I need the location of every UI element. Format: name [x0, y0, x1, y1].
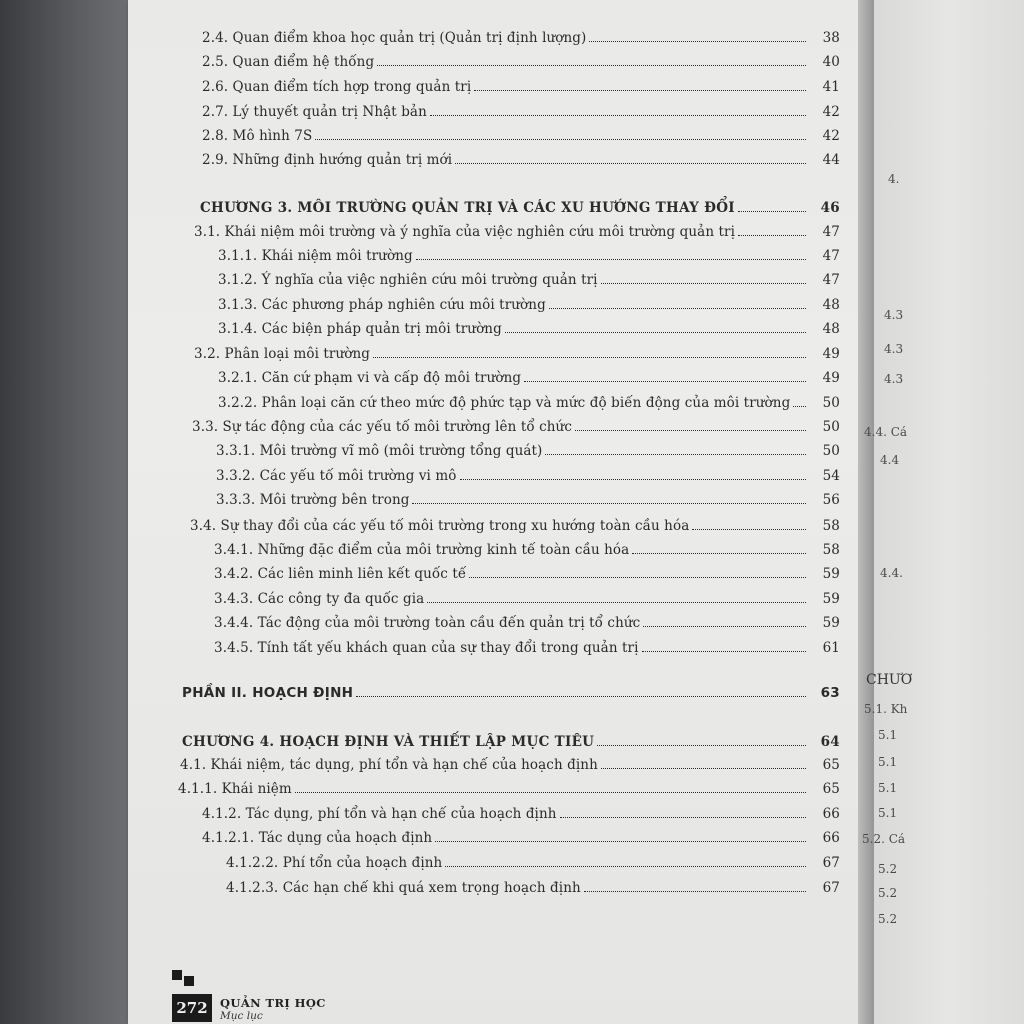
toc-dot-leader [692, 529, 806, 530]
toc-entry-title: PHẦN II. HOẠCH ĐỊNH [182, 685, 354, 701]
toc-entry [178, 781, 840, 797]
toc-entry [214, 640, 840, 656]
toc-dot-leader [575, 430, 806, 431]
toc-dot-leader [505, 332, 806, 333]
footer-block-square [184, 976, 194, 986]
toc-entry [218, 248, 840, 264]
book-page [128, 0, 866, 1024]
toc-chapter-entry [200, 200, 840, 216]
toc-entry [202, 830, 840, 846]
toc-entry-title: 4.1.2. Tác dụng, phí tổn và hạn chế của hoạch định [202, 806, 557, 822]
toc-entry-title: 2.5. Quan điểm hệ thống [202, 54, 375, 70]
adjacent-page-text-fragment: 5.1. Kh [864, 702, 908, 716]
toc-entry-title: 3.4. Sự thay đổi của các yếu tố môi trường trong xu hướng toàn cầu hóa [190, 518, 690, 534]
toc-dot-leader [445, 866, 806, 867]
toc-dot-leader [597, 745, 806, 746]
toc-dot-leader [560, 817, 806, 818]
toc-page-number: 66 [822, 806, 840, 822]
background-left [0, 0, 130, 1024]
footer-book-title: QUẢN TRỊ HỌC [220, 996, 326, 1010]
toc-entry [202, 30, 840, 46]
toc-entry-title: 4.1. Khái niệm, tác dụng, phí tổn và hạn chế của hoạch định [180, 757, 598, 773]
toc-page-number: 61 [822, 640, 840, 656]
toc-entry [218, 297, 840, 313]
toc-page-number: 50 [822, 395, 840, 411]
toc-page-number: 38 [822, 30, 840, 46]
toc-dot-leader [589, 41, 806, 42]
toc-entry-title: 3.1.4. Các biện pháp quản trị môi trường [218, 321, 502, 337]
toc-entry-title: 2.6. Quan điểm tích hợp trong quản trị [202, 79, 472, 95]
toc-page-number: 59 [822, 566, 840, 582]
toc-dot-leader [295, 792, 806, 793]
toc-entry [180, 757, 840, 773]
toc-entry [216, 443, 840, 459]
toc-page-number: 65 [822, 757, 840, 773]
toc-dot-leader [356, 696, 806, 697]
toc-page-number: 63 [820, 685, 840, 701]
adjacent-page-text-fragment: 4.4. Cá [864, 425, 908, 439]
toc-page-number: 66 [822, 830, 840, 846]
footer-page-number: 272 [172, 994, 212, 1022]
toc-dot-leader [430, 115, 806, 116]
toc-entry [202, 104, 840, 120]
toc-part-entry [182, 685, 840, 701]
toc-page-number: 48 [822, 321, 840, 337]
toc-entry-title: 4.1.2.3. Các hạn chế khi quá xem trọng hoạch định [226, 880, 581, 896]
adjacent-page-text-fragment: 4.3 [884, 342, 904, 356]
adjacent-page-text-fragment: 4.3 [884, 308, 904, 322]
toc-entry-title: 3.3.3. Môi trường bên trong [216, 492, 410, 508]
toc-dot-leader [455, 163, 806, 164]
toc-entry [194, 346, 840, 362]
toc-entry-title: 3.1.3. Các phương pháp nghiên cứu môi trường [218, 297, 546, 313]
footer-block-square [172, 970, 182, 980]
adjacent-page-text-fragment: 5.1 [878, 728, 898, 742]
toc-entry [192, 419, 840, 435]
adjacent-page-text-fragment: 5.2 [878, 912, 898, 926]
toc-entry [202, 806, 840, 822]
toc-entry-title: 3.3.1. Môi trường vĩ mô (môi trường tổng quát) [216, 443, 543, 459]
toc-entry-title: 4.1.2.1. Tác dụng của hoạch định [202, 830, 433, 846]
toc-page-number: 40 [822, 54, 840, 70]
toc-page-number: 47 [822, 248, 840, 264]
toc-dot-leader [377, 65, 806, 66]
toc-page-number: 58 [822, 542, 840, 558]
adjacent-page-text-fragment: 4.4. [880, 566, 903, 580]
toc-entry [202, 152, 840, 168]
toc-page-number: 67 [822, 880, 840, 896]
toc-page-number: 47 [822, 224, 840, 240]
toc-dot-leader [412, 503, 806, 504]
toc-entry-title: 2.8. Mô hình 7S [202, 128, 313, 144]
toc-page-number: 48 [822, 297, 840, 313]
toc-dot-leader [738, 235, 806, 236]
adjacent-page-text-fragment: 5.1 [878, 806, 898, 820]
toc-entry-title: 3.1.1. Khái niệm môi trường [218, 248, 413, 264]
toc-page-number: 44 [822, 152, 840, 168]
toc-entry [226, 855, 840, 871]
toc-entry-title: 3.4.2. Các liên minh liên kết quốc tế [214, 566, 467, 582]
toc-dot-leader [632, 553, 806, 554]
adjacent-page-text-fragment: 4.4 [880, 453, 900, 467]
toc-entry [214, 566, 840, 582]
adjacent-page-text-fragment: 4. [888, 172, 900, 186]
toc-page-number: 65 [822, 781, 840, 797]
toc-dot-leader [545, 454, 806, 455]
toc-entry-title: 3.1.2. Ý nghĩa của việc nghiên cứu môi trường quản trị [218, 272, 598, 288]
toc-dot-leader [435, 841, 806, 842]
adjacent-page-edge [862, 0, 1024, 1024]
toc-dot-leader [373, 357, 806, 358]
adjacent-page-text-fragment: 5.2 [878, 886, 898, 900]
toc-page-number: 50 [822, 443, 840, 459]
toc-dot-leader [601, 768, 806, 769]
toc-dot-leader [524, 381, 806, 382]
toc-dot-leader [469, 577, 806, 578]
toc-entry [214, 542, 840, 558]
toc-dot-leader [601, 283, 806, 284]
toc-page-number: 47 [822, 272, 840, 288]
toc-entry [218, 370, 840, 386]
adjacent-page-text-fragment: 5.1 [878, 755, 898, 769]
toc-page-number: 59 [822, 591, 840, 607]
toc-dot-leader [427, 602, 806, 603]
adjacent-page-text-fragment: 5.2. Cá [862, 832, 906, 846]
toc-entry-title: 3.1. Khái niệm môi trường và ý nghĩa của việc nghiên cứu môi trường quản trị [194, 224, 736, 240]
toc-page-number: 49 [822, 370, 840, 386]
toc-dot-leader [549, 308, 806, 309]
adjacent-page-text-fragment: 5.1 [878, 781, 898, 795]
toc-page-number: 67 [822, 855, 840, 871]
toc-entry [202, 79, 840, 95]
toc-entry [218, 321, 840, 337]
footer-section-label: Mục lục [220, 1010, 263, 1022]
toc-entry [216, 492, 840, 508]
toc-page-number: 42 [822, 128, 840, 144]
toc-page-number: 59 [822, 615, 840, 631]
toc-entry [216, 468, 840, 484]
toc-entry-title: 3.4.3. Các công ty đa quốc gia [214, 591, 425, 607]
toc-dot-leader [642, 651, 806, 652]
adjacent-page-text-fragment: 4.3 [884, 372, 904, 386]
toc-dot-leader [416, 259, 806, 260]
adjacent-page-text-fragment: 5.2 [878, 862, 898, 876]
toc-entry [194, 224, 840, 240]
toc-entry-title: 3.3. Sự tác động của các yếu tố môi trường lên tổ chức [192, 419, 573, 435]
toc-entry [190, 518, 840, 534]
adjacent-page-text-fragment: CHƯƠ [866, 672, 913, 688]
toc-entry [226, 880, 840, 896]
toc-page-number: 50 [822, 419, 840, 435]
toc-entry-title: CHƯƠNG 4. HOẠCH ĐỊNH VÀ THIẾT LẬP MỤC TIÊU [182, 734, 595, 750]
toc-entry [214, 615, 840, 631]
toc-entry-title: 3.2. Phân loại môi trường [194, 346, 371, 362]
toc-entry-title: 3.2.1. Căn cứ phạm vi và cấp độ môi trường [218, 370, 522, 386]
toc-entry-title: 2.4. Quan điểm khoa học quản trị (Quản trị định lượng) [202, 30, 587, 46]
toc-entry-title: 3.4.4. Tác động của môi trường toàn cầu đến quản trị tổ chức [214, 615, 641, 631]
toc-dot-leader [315, 139, 806, 140]
toc-entry [218, 272, 840, 288]
toc-page-number: 46 [820, 200, 840, 216]
toc-entry-title: 3.3.2. Các yếu tố môi trường vi mô [216, 468, 457, 484]
toc-dot-leader [460, 479, 807, 480]
toc-entry-title: 4.1.1. Khái niệm [178, 781, 292, 797]
toc-entry-title: 3.4.1. Những đặc điểm của môi trường kinh tế toàn cầu hóa [214, 542, 630, 558]
toc-entry-title: 2.7. Lý thuyết quản trị Nhật bản [202, 104, 427, 120]
toc-entry [218, 395, 840, 411]
toc-entry [202, 54, 840, 70]
toc-page-number: 58 [822, 518, 840, 534]
toc-dot-leader [738, 211, 806, 212]
toc-dot-leader [793, 406, 806, 407]
toc-dot-leader [643, 626, 806, 627]
toc-page-number: 42 [822, 104, 840, 120]
toc-entry [202, 128, 840, 144]
toc-page-number: 56 [822, 492, 840, 508]
toc-dot-leader [474, 90, 806, 91]
toc-entry [214, 591, 840, 607]
toc-entry-title: CHƯƠNG 3. MÔI TRƯỜNG QUẢN TRỊ VÀ CÁC XU HƯỚNG THAY ĐỔI [200, 200, 735, 216]
toc-dot-leader [584, 891, 806, 892]
toc-page-number: 54 [822, 468, 840, 484]
toc-entry-title: 3.4.5. Tính tất yếu khách quan của sự thay đổi trong quản trị [214, 640, 639, 656]
toc-entry-title: 4.1.2.2. Phí tổn của hoạch định [226, 855, 443, 871]
toc-page-number: 49 [822, 346, 840, 362]
toc-chapter-entry [182, 734, 840, 750]
toc-entry-title: 2.9. Những định hướng quản trị mới [202, 152, 453, 168]
toc-entry-title: 3.2.2. Phân loại căn cứ theo mức độ phức tạp và mức độ biến động của môi trường [218, 395, 791, 411]
toc-page-number: 41 [822, 79, 840, 95]
toc-page-number: 64 [820, 734, 840, 750]
